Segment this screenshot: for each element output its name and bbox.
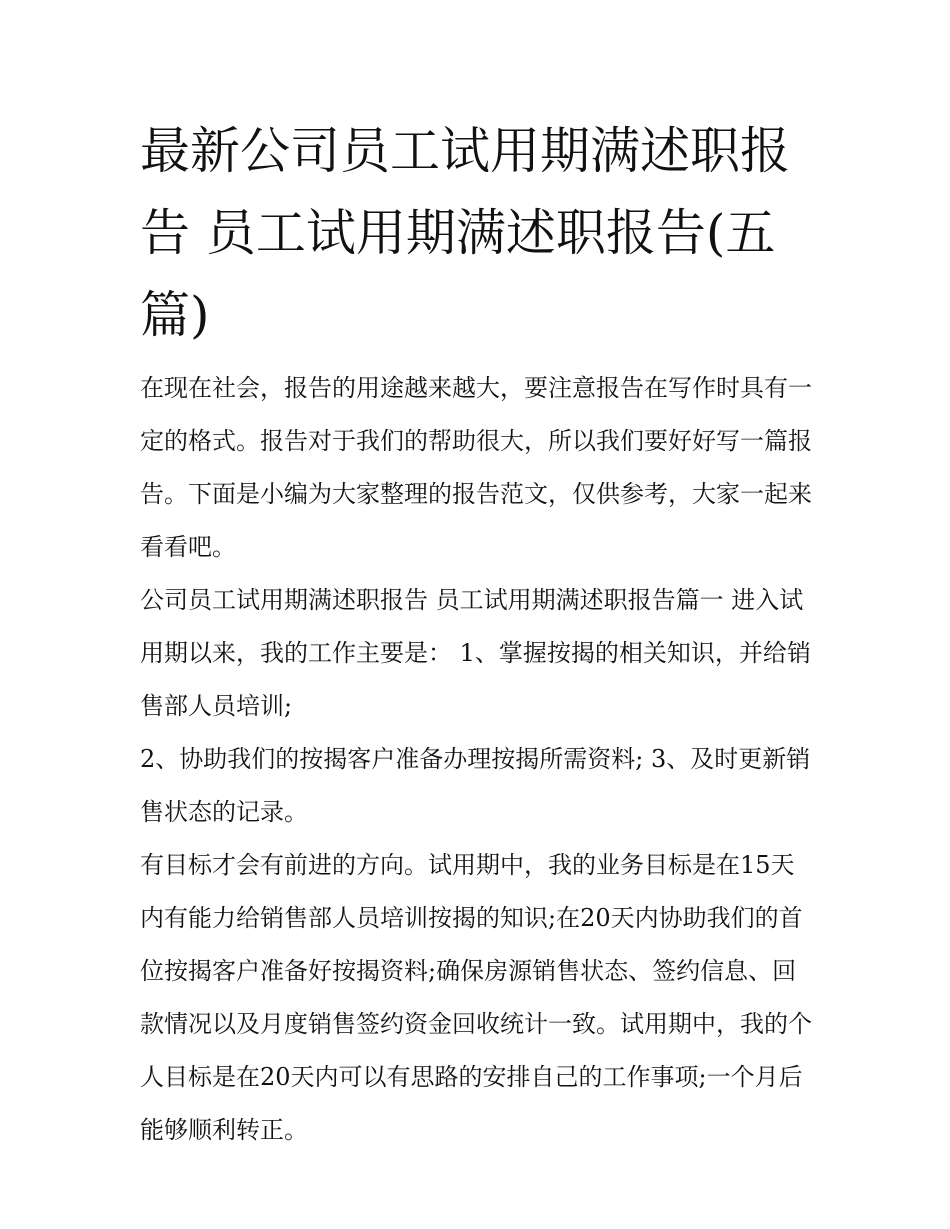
paragraph-report-heading: 公司员工试用期满述职报告 员工试用期满述职报告篇一 进入试用期以来，我的工作主要是： 1、掌握按揭的相关知识，并给销售部人员培训; [140,586,811,720]
paragraph-intro: 在现在社会，报告的用途越来越大，要注意报告在写作时具有一定的格式。报告对于我们的帮助很大，所以我们要好好写一篇报告。下面是小编为大家整理的报告范文，仅供参考，大家一起来看看吧。 [140,374,812,561]
paragraph-goals: 有目标才会有前进的方向。试用期中，我的业务目标是在15天内有能力给销售部人员培训按揭的知识;在20天内协助我们的首位按揭客户准备好按揭资料;确保房源销售状态、签约信息、回款情况以及月度销售签约资金回收统计一致。试用期中，我的个人目标是在20天内可以有思路的安排自己的工作事项;一个月后能够顺利转正。 [140,851,812,1144]
document-page [140,110,818,1157]
document-title: 最新公司员工试用期满述职报告 员工试用期满述职报告(五篇) [140,122,790,344]
paragraph-tasks: 2、协助我们的按揭客户准备办理按揭所需资料; 3、及时更新销售状态的记录。 [140,745,811,826]
